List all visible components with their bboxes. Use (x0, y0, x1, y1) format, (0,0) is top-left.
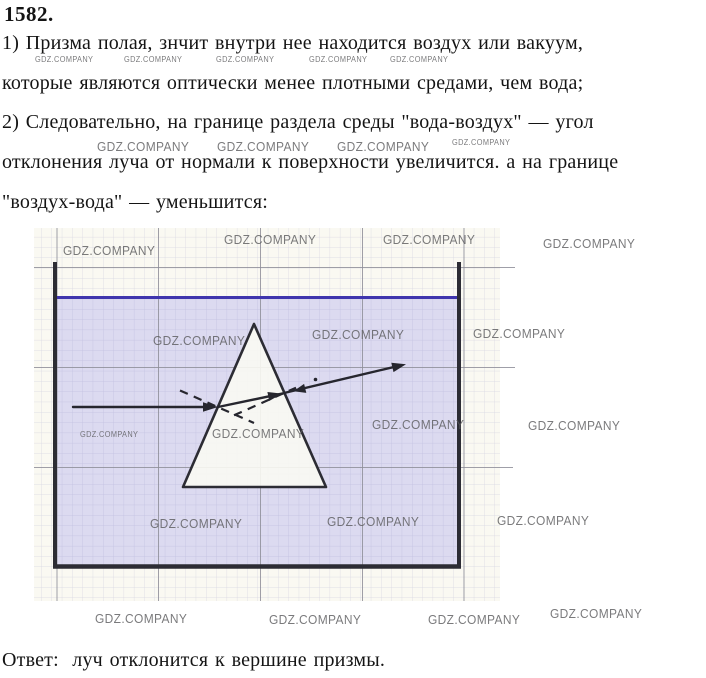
solution-line-5: "воздух-вода" — уменьшится: (2, 191, 269, 213)
solution-line-1: 1) Призма полая, знчит внутри нее находится воздух или вакуум, (2, 32, 584, 54)
watermark-text: GDZ.COMPANY (312, 327, 405, 342)
answer-line: Ответ: луч отклонится к вершине призмы. (2, 649, 386, 671)
solution-line-4: отклонения луча от нормали к поверхности увеличится. а на границе (2, 151, 619, 173)
solution-line-3: 2) Следовательно, на границе раздела среды "вода-воздух" — угол (2, 111, 594, 133)
watermark-text: GDZ.COMPANY (383, 232, 476, 247)
watermark-text: GDZ.COMPANY (80, 430, 139, 439)
watermark-text: GDZ.COMPANY (452, 138, 511, 147)
watermark-text: GDZ.COMPANY (550, 606, 643, 621)
watermark-text: GDZ.COMPANY (217, 139, 310, 154)
watermark-text: GDZ.COMPANY (97, 139, 190, 154)
watermark-text: GDZ.COMPANY (124, 55, 183, 64)
watermark-text: GDZ.COMPANY (337, 139, 430, 154)
watermark-text: GDZ.COMPANY (35, 55, 94, 64)
watermark-text: GDZ.COMPANY (390, 55, 449, 64)
watermark-text: GDZ.COMPANY (150, 516, 243, 531)
watermark-text: GDZ.COMPANY (63, 243, 156, 258)
watermark-text: GDZ.COMPANY (212, 426, 305, 441)
watermark-text: GDZ.COMPANY (473, 326, 566, 341)
exit-normal-dot (314, 378, 318, 382)
watermark-text: GDZ.COMPANY (224, 232, 317, 247)
problem-number: 1582. (4, 2, 54, 26)
watermark-text: GDZ.COMPANY (95, 611, 188, 626)
watermark-text: GDZ.COMPANY (216, 55, 275, 64)
watermark-text: GDZ.COMPANY (428, 612, 521, 627)
watermark-text: GDZ.COMPANY (309, 55, 368, 64)
watermark-text: GDZ.COMPANY (497, 513, 590, 528)
watermark-text: GDZ.COMPANY (327, 514, 420, 529)
watermark-text: GDZ.COMPANY (543, 236, 636, 251)
watermark-text: GDZ.COMPANY (153, 333, 246, 348)
watermark-text: GDZ.COMPANY (372, 417, 465, 432)
solution-line-2: которые являются оптически менее плотными средами, чем вода; (2, 72, 584, 94)
watermark-text: GDZ.COMPANY (528, 418, 621, 433)
watermark-text: GDZ.COMPANY (269, 612, 362, 627)
